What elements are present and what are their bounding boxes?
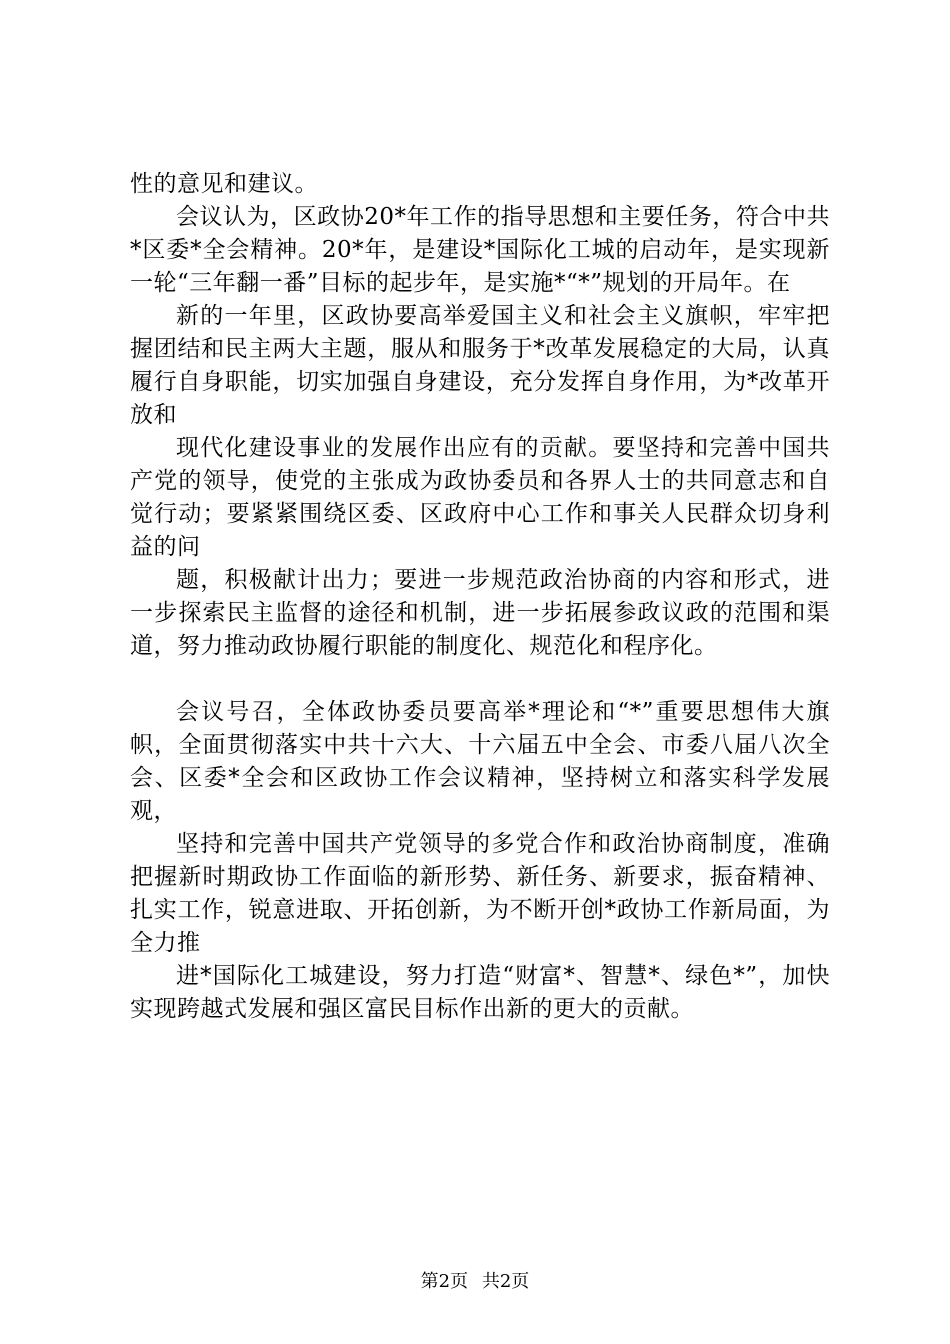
paragraph-6: 会议号召，全体政协委员要高举*理论和“*”重要思想伟大旗帜，全面贯彻落实中共十六大、十六届五中全会、市委八届八次全会、区委*全会和区政协工作会议精神，坚持树立和落实科学发展观， (130, 699, 830, 824)
paragraph-2: 会议认为，区政协20*年工作的指导思想和主要任务，符合中共*区委*全会精神。20*年，是建设*国际化工城的启动年，是实现新一轮“三年翻一番”目标的起步年，是实施*“*”规划的开局年。在 (130, 204, 830, 296)
paragraph-8: 进*国际化工城建设，努力打造“财富*、智慧*、绿色*”，加快实现跨越式发展和强区富民目标作出新的更大的贡献。 (130, 963, 830, 1022)
page-total: 共2页 (481, 1271, 530, 1292)
page-footer (0, 1270, 950, 1294)
paragraph-3: 新的一年里，区政协要高举爱国主义和社会主义旗帜，牢牢把握团结和民主两大主题，服从和服务于*改革发展稳定的大局，认真履行自身职能，切实加强自身建设，充分发挥自身作用，为*改革开放和 (130, 303, 830, 428)
paragraph-7: 坚持和完善中国共产党领导的多党合作和政治协商制度，准确把握新时期政协工作面临的新形势、新任务、新要求，振奋精神、扎实工作，锐意进取、开拓创新，为不断开创*政协工作新局面，为全力推 (130, 831, 830, 956)
paragraph-1: 性的意见和建议。 (130, 171, 318, 197)
document-body (130, 168, 830, 1026)
paragraph-4: 现代化建设事业的发展作出应有的贡献。要坚持和完善中国共产党的领导，使党的主张成为政协委员和各界人士的共同意志和自觉行动；要紧紧围绕区委、区政府中心工作和事关人民群众切身利益的问 (130, 435, 830, 560)
page-number: 第2页 (420, 1271, 469, 1292)
paragraph-5: 题，积极献计出力；要进一步规范政治协商的内容和形式，进一步探索民主监督的途径和机制，进一步拓展参政议政的范围和渠道，努力推动政协履行职能的制度化、规范化和程序化。 (130, 567, 830, 659)
